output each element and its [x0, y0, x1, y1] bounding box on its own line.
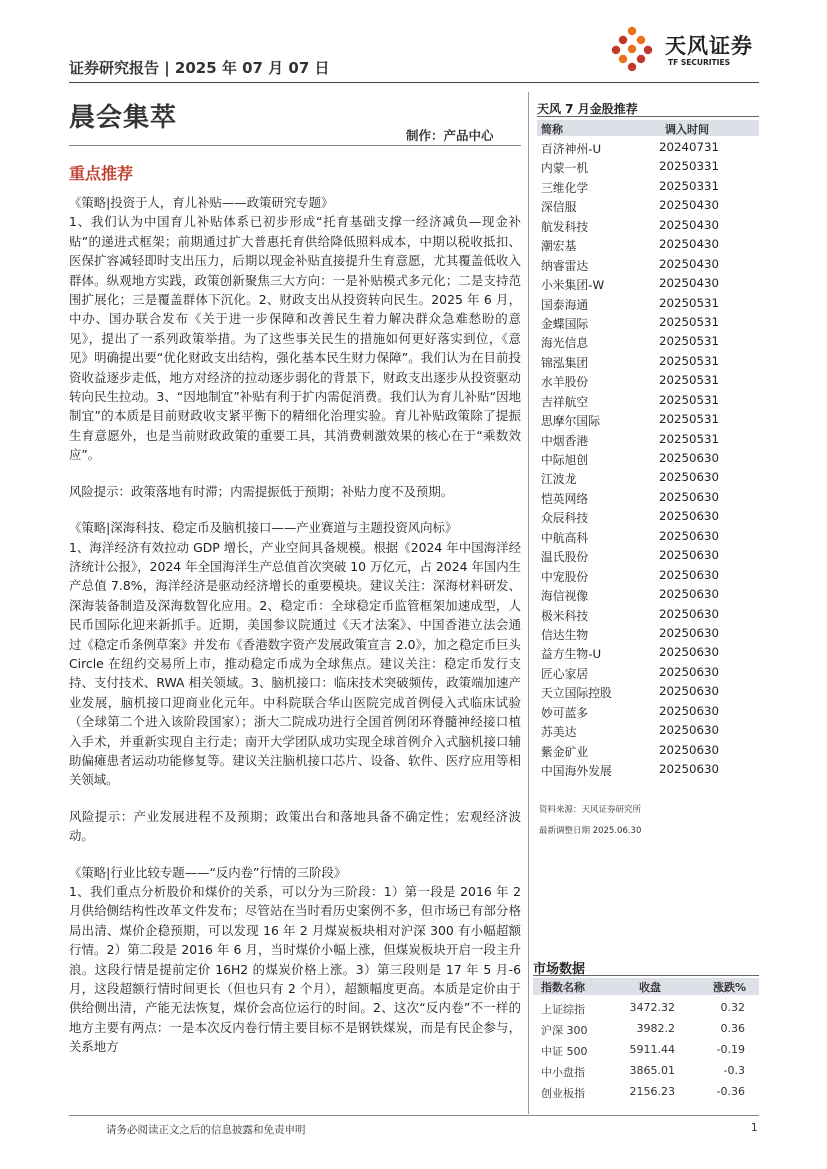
table-row — [537, 352, 759, 371]
article-heading: 《策略|投资于人，育儿补贴——政策研究专题》 — [69, 195, 334, 210]
index-change: -0.36 — [716, 1085, 745, 1098]
stock-name: 百济神州-U — [541, 142, 602, 156]
entry-date: 20250430 — [659, 198, 720, 213]
index-close: 2156.23 — [629, 1085, 675, 1098]
recommend-table-header — [537, 120, 759, 136]
article-heading: 《策略|行业比较专题——“反内卷”行情的三阶段》 — [69, 864, 347, 880]
table-row — [537, 585, 759, 604]
table-row — [537, 449, 759, 468]
stock-name: 苏美达 — [541, 725, 577, 740]
page-title: 晨会集萃 — [69, 103, 178, 133]
article-paragraph: 1、我们重点分析股价和煤价的关系，可以分为三阶段：1）第一段是 2016 年 2 月供给侧结构性改革文件发布；尽管站在当时看历史案例不多，但市场已有部分格局出清、煤价企稳预期，可以发现 16 年 2 月煤炭板块相对沪深 300 有小幅超额行情。2）第二段是 2016 年 6 月，当时煤价小幅上涨，但煤炭板块开启一段主升浪。这段行情是提前定价 16H2 的煤炭价格上涨。3）第三段则是 17 年 5 月-6 月，这段超额行情时间更长（但也只有 2 个月），超额幅度更高。本质是定价由于供给侧出清，产能无法恢复，煤价会高位运行的时间。2、这次“反内卷”不一样的地方主要有两点：一是本次反内卷行情主要目标不是钢铁煤炭，而是有民企参与，关系地方 — [69, 884, 521, 1055]
stock-name: 中航高科 — [541, 530, 589, 545]
table-row — [537, 430, 759, 449]
risk-note: 风险提示：产业发展进程不及预期；政策出台和落地具备不确定性；宏观经济波动。 — [69, 808, 521, 844]
stock-name: 内蒙一机 — [541, 161, 589, 176]
stock-name: 深信服 — [541, 200, 577, 215]
stock-name: 温氏股份 — [541, 550, 589, 565]
stock-name: 中国海外发展 — [541, 764, 612, 778]
index-change: 0.36 — [720, 1022, 745, 1035]
stock-name: 极米科技 — [541, 608, 589, 623]
entry-date: 20250630 — [659, 489, 720, 504]
col-name-header: 简称 — [541, 123, 563, 136]
index-close: 5911.44 — [629, 1043, 675, 1056]
index-close: 3865.01 — [629, 1064, 675, 1077]
stock-name: 恺英网络 — [541, 491, 589, 506]
table-row — [537, 196, 759, 215]
entry-date: 20250430 — [659, 256, 720, 271]
table-row — [537, 624, 759, 643]
entry-date: 20250531 — [659, 431, 720, 446]
article-heading: 《策略|深海科技、稳定币及脑机接口——产业赛道与主题投资风向标》 — [69, 520, 458, 536]
table-row — [537, 488, 759, 507]
table-row — [537, 391, 759, 410]
index-change: -0.19 — [716, 1043, 745, 1056]
header-divider — [69, 82, 759, 83]
index-name: 上证综指 — [541, 1003, 585, 1016]
entry-date: 20250531 — [659, 353, 720, 368]
entry-date: 20250531 — [659, 392, 720, 407]
entry-date: 20250630 — [659, 684, 720, 699]
entry-date: 20250630 — [659, 723, 720, 738]
table-row — [537, 313, 759, 332]
entry-date: 20250630 — [659, 567, 720, 582]
stock-name: 中际旭创 — [541, 453, 589, 467]
recommend-table-body — [537, 138, 759, 779]
entry-date: 20250630 — [659, 509, 720, 524]
table-row — [537, 760, 759, 779]
market-title: 市场数据 — [533, 962, 586, 977]
entry-date: 20250630 — [659, 548, 720, 563]
table-row — [537, 702, 759, 721]
entry-date: 20250630 — [659, 606, 720, 621]
stock-name: 航发科技 — [541, 219, 589, 234]
table-row — [533, 1018, 759, 1039]
stock-name: 吉祥航空 — [541, 394, 589, 409]
market-table-header — [533, 978, 759, 995]
risk-note: 风险提示：政策落地有时滞；内需提振低于预期；补贴力度不及预期。 — [69, 483, 454, 499]
article-paragraph: 1、我们认为中国育儿补贴体系已初步形成“托育基础支撑一经济减负—现金补贴”的递进式框架；前期通过扩大普惠托育供给降低照料成本，中期以税收抵扣、医保扩容减轻即时支出压力，后期以现金补贴直接提升生育意愿，尤其覆盖低收入群体。纵观地方实践，政策创新聚焦三大方向：一是补贴模式多元化；二是支持范围扩展化；三是覆盖群体下沉化。2、财政支出从投资转向民生。2025 年 6 月，中办、国办联合发布《关于进一步保障和改善民生着力解决群众急难愁盼的意见》，提出了一系列政策举措。为了这些事关民生的措施如何更好落实到位，《意见》明确提出要“优化财政支出结构，强化基本民生财力保障”。我们认为在目前投资收益逐步走低，地方对经济的拉动逐步弱化的背景下，财政支出逐步从投资驱动转向民生拉动。3、“因地制宜”补贴有利于扩内需促消费。我们认为育儿补贴“因地制宜”的本质是目前财政收支紧平衡下的精细化治理实验。育儿补贴政策除了提振生育意愿外，也是当前财政政策的重要工具，其消费刺激效果的核心在于“乘数效应”。 — [69, 214, 521, 463]
entry-date: 20250430 — [659, 217, 720, 232]
index-name: 沪深 300 — [541, 1024, 588, 1037]
entry-date: 20250630 — [659, 742, 720, 757]
recommend-title: 天风 7 月金股推荐 — [537, 102, 638, 116]
stock-name: 妙可蓝多 — [541, 705, 589, 720]
table-row — [537, 216, 759, 235]
table-row — [537, 371, 759, 390]
stock-name: 中烟香港 — [541, 433, 589, 448]
table-row — [537, 682, 759, 701]
stock-name: 海光信息 — [541, 336, 589, 351]
entry-date: 20250630 — [659, 703, 720, 718]
disclaimer: 请务必阅读正文之后的信息披露和免责申明 — [106, 1124, 306, 1136]
table-row — [537, 643, 759, 662]
table-row — [533, 1081, 759, 1102]
table-row — [537, 274, 759, 293]
table-row — [537, 235, 759, 254]
index-close: 3472.32 — [629, 1001, 675, 1014]
entry-date: 20250430 — [659, 276, 720, 291]
entry-date: 20250630 — [659, 451, 720, 465]
stock-name: 小米集团-W — [541, 278, 605, 293]
index-name: 创业板指 — [541, 1087, 585, 1100]
page-number: 1 — [751, 1122, 758, 1134]
stock-name: 江波龙 — [541, 472, 577, 487]
entry-date: 20250531 — [659, 295, 720, 310]
index-change: -0.3 — [723, 1064, 745, 1077]
table-row — [537, 294, 759, 313]
table-row — [537, 663, 759, 682]
table-row — [537, 741, 759, 760]
update-date-note: 最新调整日期 2025.06.30 — [539, 826, 642, 836]
table-row — [537, 566, 759, 585]
market-divider — [533, 975, 759, 976]
stock-name: 信达生物 — [541, 627, 589, 642]
table-row — [537, 332, 759, 351]
table-row — [537, 468, 759, 487]
table-row — [537, 721, 759, 740]
entry-date: 20250331 — [659, 178, 720, 193]
logo-name-en: TF SECURITIES — [668, 58, 730, 67]
stock-name: 紫金矿业 — [541, 744, 589, 759]
table-row — [533, 1060, 759, 1081]
stock-name: 众辰科技 — [541, 511, 589, 526]
entry-date: 20250531 — [659, 412, 720, 427]
table-row — [537, 527, 759, 546]
entry-date: 20250630 — [659, 587, 720, 602]
entry-date: 20250531 — [659, 373, 720, 388]
stock-name: 纳睿雷达 — [541, 258, 589, 273]
entry-date: 20250630 — [659, 625, 720, 640]
recommend-divider — [537, 116, 759, 117]
stock-name: 锦泓集团 — [541, 355, 589, 370]
entry-date: 20250630 — [659, 645, 720, 660]
index-name: 中证 500 — [541, 1045, 588, 1058]
stock-name: 水羊股份 — [541, 375, 589, 390]
index-close: 3982.2 — [636, 1022, 675, 1035]
source-note: 资料来源：天风证券研究所 — [539, 805, 642, 815]
footer-divider — [69, 1115, 759, 1116]
entry-date: 20250430 — [659, 237, 720, 252]
stock-name: 思摩尔国际 — [541, 414, 600, 429]
col-index-header: 指数名称 — [541, 981, 585, 994]
table-row — [533, 1039, 759, 1060]
entry-date: 20250531 — [659, 314, 720, 329]
table-row — [537, 177, 759, 196]
stock-name: 匠心家居 — [541, 666, 589, 681]
column-divider — [528, 92, 529, 1114]
table-row — [537, 605, 759, 624]
stock-name: 益方生物-U — [541, 647, 602, 662]
logo-name-cn: 天风证券 — [665, 34, 753, 58]
table-row — [537, 546, 759, 565]
stock-name: 海信视像 — [541, 589, 589, 604]
entry-date: 20250531 — [659, 334, 720, 349]
col-date-header: 调入时间 — [665, 123, 709, 136]
table-row — [537, 410, 759, 429]
section-title: 重点推荐 — [69, 164, 134, 183]
index-name: 中小盘指 — [541, 1066, 585, 1079]
report-date-line: 证券研究报告 | 2025 年 07 月 07 日 — [69, 59, 330, 77]
stock-name: 天立国际控股 — [541, 686, 612, 701]
table-row — [537, 255, 759, 274]
table-row — [537, 157, 759, 176]
col-change-header: 涨跌% — [713, 981, 747, 994]
table-row — [533, 997, 759, 1018]
entry-date: 20250630 — [659, 528, 720, 543]
table-row — [537, 138, 759, 157]
entry-date: 20250630 — [659, 664, 720, 679]
market-table-body — [533, 997, 759, 1102]
stock-name: 三维化学 — [541, 180, 589, 195]
entry-date: 20250630 — [659, 762, 720, 776]
stock-name: 潮宏基 — [541, 239, 577, 254]
stock-name: 中宠股份 — [541, 569, 589, 584]
article-body — [69, 193, 521, 1057]
col-close-header: 收盘 — [639, 981, 661, 994]
stock-name: 金蝶国际 — [541, 316, 589, 331]
entry-date: 20240731 — [659, 140, 720, 154]
entry-date: 20250630 — [659, 470, 720, 485]
index-change: 0.32 — [720, 1001, 745, 1014]
table-row — [537, 507, 759, 526]
entry-date: 20250331 — [659, 159, 720, 174]
title-divider — [69, 145, 521, 146]
maker-label: 制作：产品中心 — [406, 128, 494, 143]
article-paragraph: 1、海洋经济有效拉动 GDP 增长，产业空间具备规模。根据《2024 年中国海洋经济统计公报》，2024 年全国海洋生产总值首次突破 10 万亿元，占 2024 年国内生产总值 7.8%，海洋经济是驱动经济增长的重要模块。建议关注：深海材料研发、深海装备制造及深海数智化应用。2、稳定币：全球稳定币监管框架加速成型，人民币国际化迎来新抓手。近期，美国参议院通过《天才法案》、中国香港立法会通过《稳定币条例草案》并发布《香港数字资产发展政策宣言 2.0》，加之稳定币巨头 Circle 在纽约交易所上市，推动稳定币成为全球焦点。建议关注：稳定币发行支持、支付技术、RWA 相关领域。3、脑机接口：临床技术突破频传，政策端加速产业发展，脑机接口迎商业化元年。中科院联合华山医院完成首例侵入式临床试验（全球第二个进入该阶段国家）；浙大二院成功进行全国首例闭环脊髓神经接口植入手术，并重新实现自主行走；南开大学团队成功实现全球首例介入式脑机接口辅助偏瘫患者运动功能修复等。建议关注脑机接口芯片、设备、软件、医疗应用等相关领域。 — [69, 539, 521, 788]
stock-name: 国泰海通 — [541, 297, 589, 312]
